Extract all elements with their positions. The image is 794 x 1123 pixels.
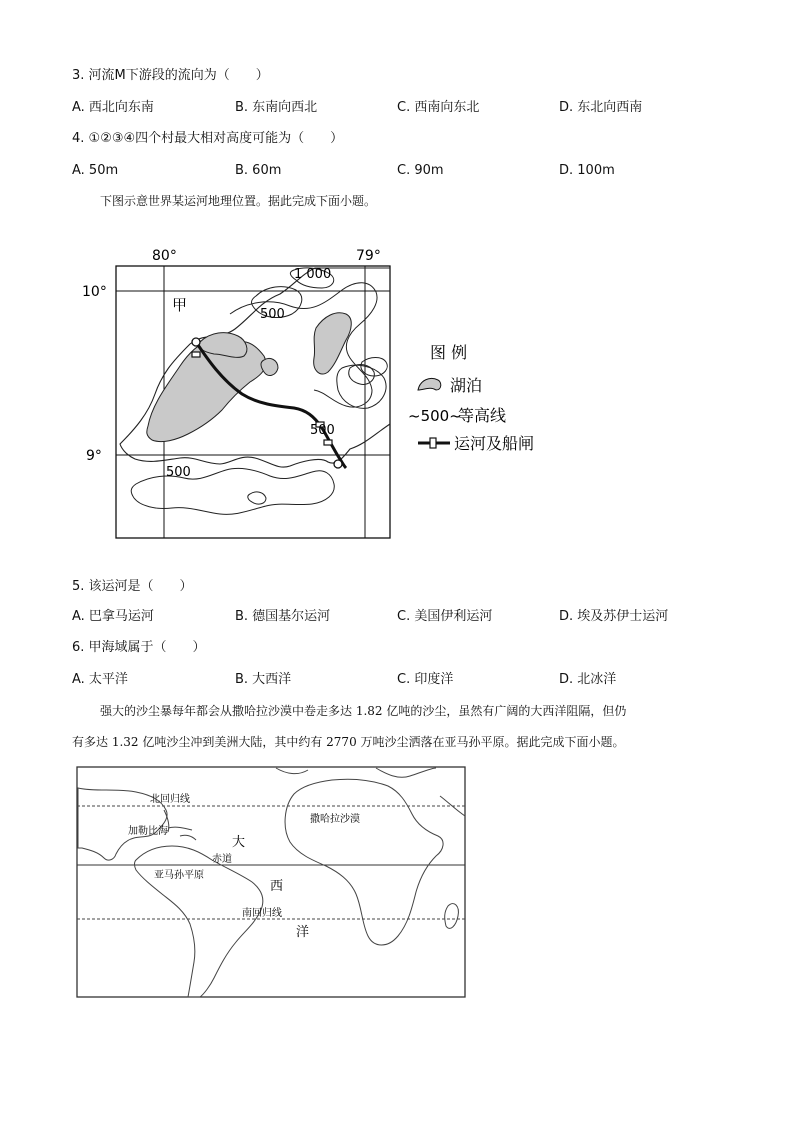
label-xi: 西 bbox=[270, 879, 284, 894]
label-caribbean: 加勒比海 bbox=[128, 826, 168, 837]
legend-lake-icon bbox=[418, 378, 441, 390]
question-3-stem: 3. 河流M下游段的流向为（ ） bbox=[72, 68, 269, 83]
question-5-option-b[interactable]: B. 德国基尔运河 bbox=[235, 609, 331, 624]
caribbean-islands bbox=[168, 827, 196, 840]
label-lat-10: 10° bbox=[82, 284, 107, 300]
intro-dust-line-1: 强大的沙尘暴每年都会从撒哈拉沙漠中卷走多达 1.82 亿吨的沙尘，虽然有广阔的大西洋阻隔，但仍 bbox=[100, 704, 627, 718]
canal-lock-mid-1 bbox=[192, 352, 200, 357]
label-yang: 洋 bbox=[296, 925, 310, 940]
canal-map bbox=[80, 244, 560, 544]
label-contour-500-north: 500 bbox=[260, 307, 285, 322]
label-lon-79: 79° bbox=[356, 248, 381, 264]
question-4-stem: 4. ①②③④四个村最大相对高度可能为（ ） bbox=[72, 131, 344, 146]
label-contour-500-south: 500 bbox=[166, 465, 191, 480]
label-lon-80: 80° bbox=[152, 248, 177, 264]
south-america-landmass bbox=[135, 846, 263, 997]
lake-east bbox=[314, 313, 352, 374]
label-equator: 赤道 bbox=[212, 854, 232, 865]
question-6-option-b[interactable]: B. 大西洋 bbox=[235, 672, 292, 687]
question-5-option-d[interactable]: D. 埃及苏伊士运河 bbox=[559, 609, 669, 624]
intro-dust-line-2: 有多达 1.32 亿吨沙尘冲到美洲大陆，其中约有 2770 万吨沙尘洒落在亚马孙平原。据此完成下面小题。 bbox=[72, 735, 625, 749]
europe-edge bbox=[376, 768, 436, 777]
contour-south bbox=[131, 468, 334, 514]
legend-title: 图 例 bbox=[430, 343, 468, 362]
question-3-option-d[interactable]: D. 东北向西南 bbox=[559, 100, 643, 115]
question-4-option-d[interactable]: D. 100m bbox=[559, 163, 615, 178]
label-lat-9: 9° bbox=[86, 448, 102, 464]
question-4-option-a[interactable]: A. 50m bbox=[72, 163, 119, 178]
legend-contour-symbol: ~500~ bbox=[408, 407, 462, 425]
atlantic-map bbox=[76, 766, 466, 998]
question-3-option-a[interactable]: A. 西北向东南 bbox=[72, 100, 154, 115]
question-4-option-c[interactable]: C. 90m bbox=[397, 163, 444, 178]
legend-lake-label: 湖泊 bbox=[450, 376, 483, 395]
madagascar bbox=[445, 904, 459, 929]
canal-lock-north bbox=[192, 338, 200, 346]
label-tropic-cancer: 北回归线 bbox=[150, 794, 190, 805]
question-5-stem: 5. 该运河是（ ） bbox=[72, 579, 193, 594]
africa-landmass bbox=[285, 779, 443, 945]
question-6-stem: 6. 甲海域属于（ ） bbox=[72, 640, 206, 655]
greenland-edge bbox=[276, 768, 308, 774]
question-3-option-c[interactable]: C. 西南向东北 bbox=[397, 100, 480, 115]
question-6-option-c[interactable]: C. 印度洋 bbox=[397, 672, 454, 687]
lake-small bbox=[261, 358, 278, 375]
question-6-option-a[interactable]: A. 太平洋 bbox=[72, 672, 128, 687]
label-contour-1000: 1 000 bbox=[294, 267, 332, 282]
legend-contour-label: 等高线 bbox=[458, 406, 507, 425]
canal-lock-mid-3 bbox=[324, 440, 332, 445]
label-amazon: 亚马孙平原 bbox=[154, 870, 204, 881]
label-contour-500-east: 500 bbox=[310, 423, 335, 438]
canal-lock-south bbox=[334, 460, 342, 468]
intro-canal: 下图示意世界某运河地理位置。据此完成下面小题。 bbox=[100, 194, 377, 208]
question-3-option-b[interactable]: B. 东南向西北 bbox=[235, 100, 318, 115]
legend-canal-lock bbox=[430, 438, 436, 448]
contour-small-east bbox=[349, 365, 375, 385]
label-sahara: 撒哈拉沙漠 bbox=[310, 814, 360, 825]
question-4-option-b[interactable]: B. 60m bbox=[235, 163, 282, 178]
legend-canal-label: 运河及船闸 bbox=[454, 434, 535, 453]
question-6-option-d[interactable]: D. 北冰洋 bbox=[559, 672, 617, 687]
label-tropic-capricorn: 南回归线 bbox=[242, 908, 282, 919]
lake-west bbox=[147, 339, 266, 442]
contour-south-small bbox=[248, 492, 266, 504]
label-da: 大 bbox=[232, 835, 246, 850]
label-sea-jia: 甲 bbox=[172, 296, 188, 314]
question-5-option-c[interactable]: C. 美国伊利运河 bbox=[397, 609, 493, 624]
question-5-option-a[interactable]: A. 巴拿马运河 bbox=[72, 609, 154, 624]
